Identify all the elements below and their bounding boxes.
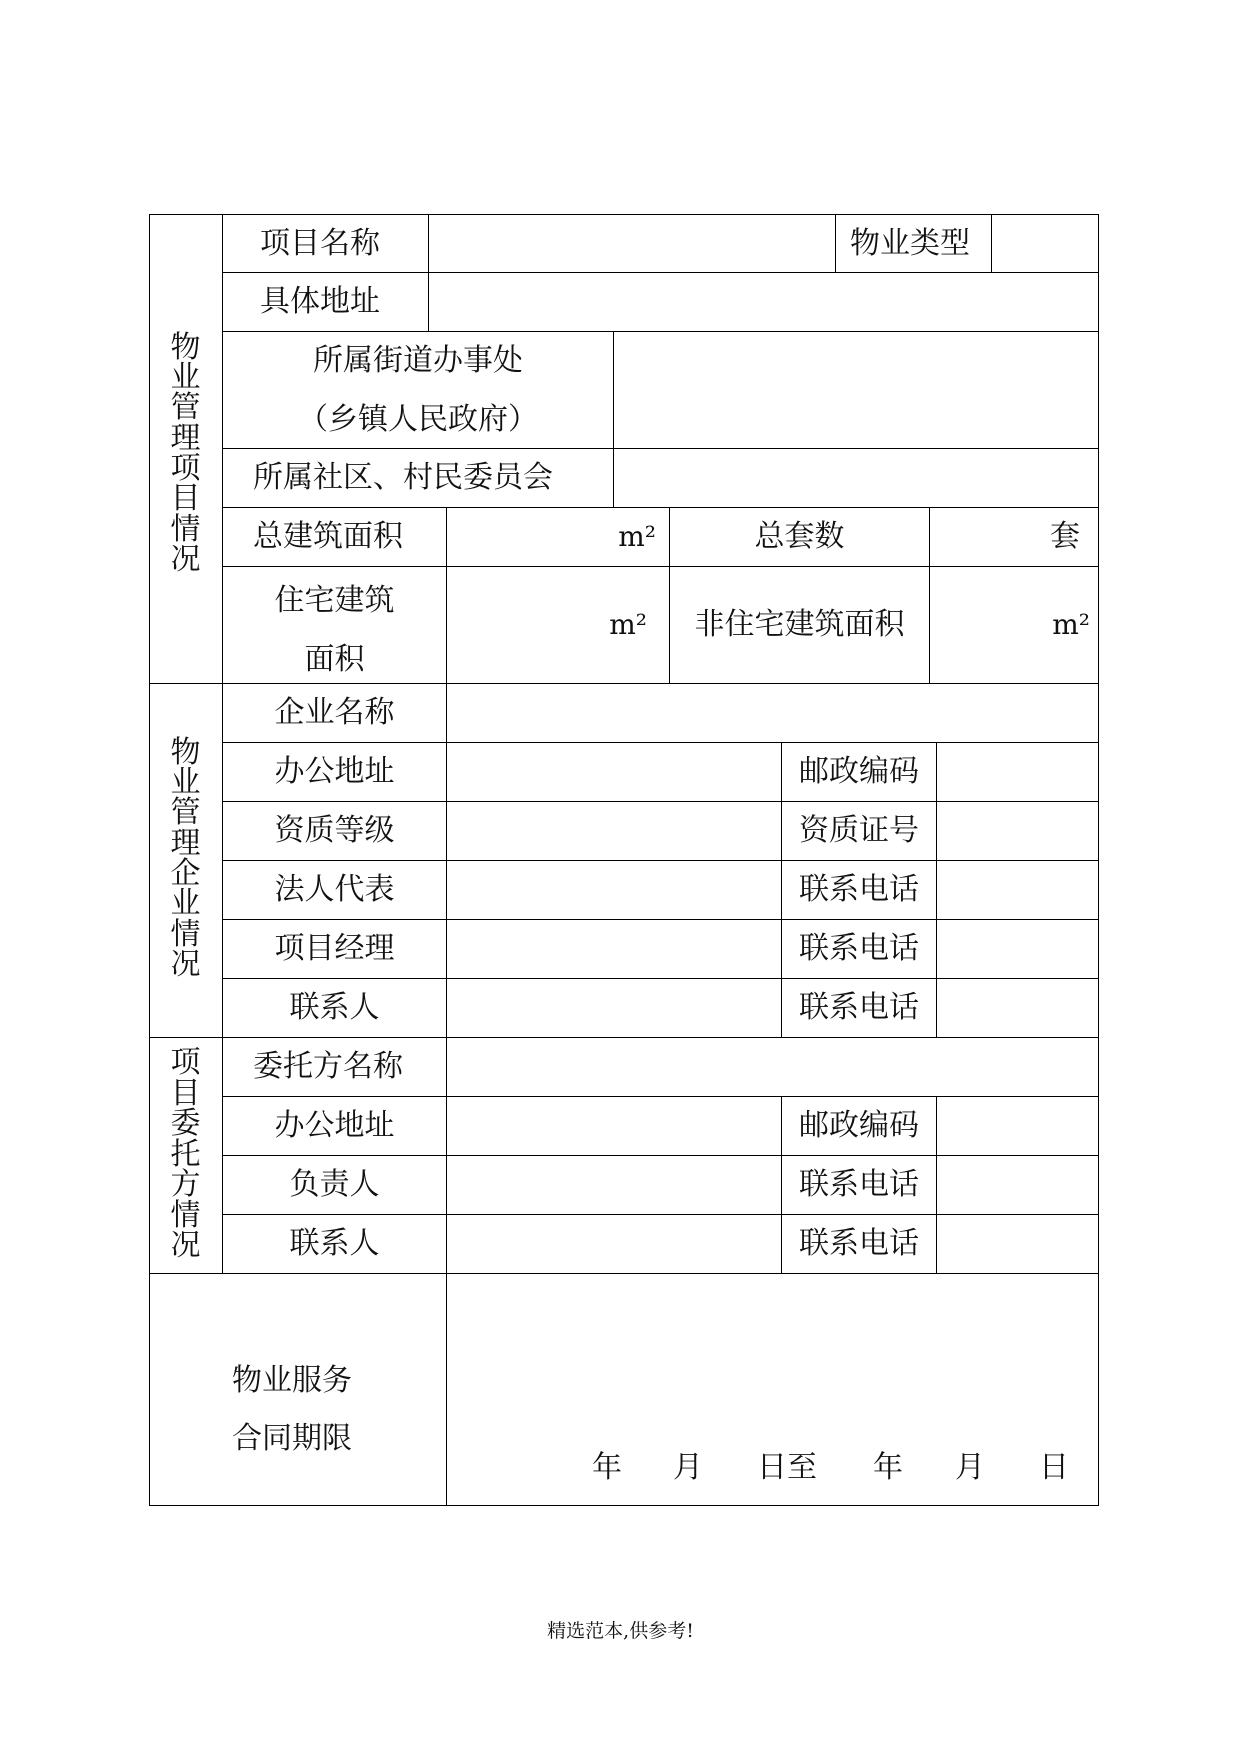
project-section-char: 理 — [170, 420, 201, 456]
address-label: 具体地址 — [260, 283, 380, 319]
client-postcode-value[interactable] — [937, 1096, 1098, 1155]
client-responsible-value[interactable] — [447, 1155, 781, 1214]
col-line — [835, 214, 836, 273]
registration-form-table — [149, 214, 1099, 1506]
address-value[interactable] — [429, 272, 1098, 331]
property-type-label: 物业类型 — [850, 225, 970, 261]
project-section-char: 目 — [170, 481, 201, 517]
company-section-char: 况 — [170, 946, 201, 982]
street-office-label-sub: （乡镇人民政府） — [298, 402, 538, 437]
client-postcode-label: 邮政编码 — [799, 1107, 919, 1143]
community-label: 所属社区、村民委员会 — [253, 459, 553, 495]
project-manager-phone-value[interactable] — [937, 919, 1098, 978]
end-month-label: 月 — [955, 1450, 985, 1485]
project-name-label: 项目名称 — [260, 225, 380, 261]
client-contact-value[interactable] — [447, 1214, 781, 1273]
company-contact-phone-value[interactable] — [937, 978, 1098, 1037]
client-section-char: 情 — [170, 1197, 201, 1233]
client-contact-phone-label: 联系电话 — [799, 1225, 919, 1261]
client-contact-label: 联系人 — [289, 1225, 380, 1261]
page-footer: 精选范本,供参考! — [547, 1620, 694, 1642]
street-office-label: 所属街道办事处 — [313, 343, 523, 378]
total-units-label: 总套数 — [754, 518, 845, 554]
legal-rep-phone-label: 联系电话 — [799, 871, 919, 907]
qualification-cert-label: 资质证号 — [799, 812, 919, 848]
client-section-char: 项 — [170, 1044, 201, 1080]
company-section-char: 企 — [170, 856, 201, 891]
company-section-char: 管 — [170, 795, 201, 831]
total-area-label: 总建筑面积 — [253, 518, 403, 554]
client-section-char: 托 — [170, 1136, 201, 1172]
legal-rep-label: 法人代表 — [274, 871, 395, 907]
total-units-unit: 套 — [1050, 518, 1080, 554]
company-section-char: 业 — [170, 765, 201, 801]
client-name-value[interactable] — [447, 1037, 1098, 1096]
project-section-char: 业 — [170, 360, 201, 396]
property-type-value[interactable] — [992, 214, 1098, 272]
company-section-label — [149, 714, 222, 1004]
contract-term-label: 物业服务 — [232, 1363, 352, 1398]
community-value[interactable] — [614, 448, 1098, 507]
project-manager-value[interactable] — [447, 919, 781, 978]
company-contact-phone-label: 联系电话 — [799, 989, 919, 1025]
client-responsible-phone-value[interactable] — [937, 1155, 1098, 1214]
company-contact-value[interactable] — [447, 978, 781, 1037]
client-section-char: 委 — [170, 1106, 201, 1142]
client-section-char: 方 — [170, 1167, 201, 1203]
company-postcode-value[interactable] — [937, 742, 1098, 801]
company-name-label: 企业名称 — [274, 694, 395, 730]
client-responsible-phone-label: 联系电话 — [799, 1166, 919, 1202]
company-section-char: 业 — [170, 886, 201, 922]
client-section-char: 况 — [170, 1228, 201, 1264]
project-name-value[interactable] — [429, 214, 835, 272]
total-area-unit: m² — [618, 519, 656, 553]
company-section-char: 理 — [170, 825, 201, 861]
project-section-char: 物 — [170, 329, 201, 365]
end-year-label: 年 — [873, 1450, 903, 1485]
company-name-value[interactable] — [447, 683, 1098, 742]
project-manager-label: 项目经理 — [274, 930, 395, 966]
legal-rep-value[interactable] — [447, 860, 781, 919]
qualification-level-label: 资质等级 — [274, 812, 395, 848]
client-section-char: 目 — [170, 1075, 201, 1111]
company-section-char: 情 — [170, 916, 201, 952]
company-postcode-label: 邮政编码 — [799, 753, 919, 789]
client-office-address-value[interactable] — [447, 1096, 781, 1155]
project-manager-phone-label: 联系电话 — [799, 930, 919, 966]
table-border-bottom — [149, 1505, 1099, 1506]
contract-term-value[interactable] — [447, 1274, 1098, 1434]
company-contact-label: 联系人 — [289, 989, 380, 1025]
project-section-char: 管 — [170, 390, 201, 426]
nonresidential-area-unit: m² — [1052, 607, 1090, 641]
company-section-char: 物 — [170, 734, 201, 770]
start-year-label: 年 — [592, 1450, 622, 1485]
start-month-label: 月 — [673, 1450, 703, 1485]
end-day-label: 日 — [1039, 1450, 1069, 1485]
street-office-value[interactable] — [614, 331, 1098, 448]
residential-area-label: 住宅建筑 — [274, 583, 395, 618]
client-office-address-label: 办公地址 — [274, 1107, 395, 1143]
residential-area-label-sub: 面积 — [304, 642, 365, 677]
legal-rep-phone-value[interactable] — [937, 860, 1098, 919]
project-section-char: 情 — [170, 511, 201, 547]
company-office-address-value[interactable] — [447, 742, 781, 801]
qualification-cert-value[interactable] — [937, 801, 1098, 860]
qualification-level-value[interactable] — [447, 801, 781, 860]
project-section-label — [149, 314, 222, 594]
project-section-char: 况 — [170, 541, 201, 577]
client-responsible-label: 负责人 — [289, 1166, 380, 1202]
residential-area-unit: m² — [609, 607, 647, 641]
client-name-label: 委托方名称 — [253, 1048, 403, 1084]
project-section-char: 项 — [170, 451, 201, 486]
client-section-label — [149, 1043, 222, 1267]
client-contact-phone-value[interactable] — [937, 1214, 1098, 1273]
nonresidential-area-label: 非住宅建筑面积 — [694, 606, 905, 642]
contract-term-label-sub: 合同期限 — [232, 1421, 352, 1456]
company-office-address-label: 办公地址 — [274, 753, 395, 789]
start-day-to-label: 日至 — [757, 1450, 817, 1485]
